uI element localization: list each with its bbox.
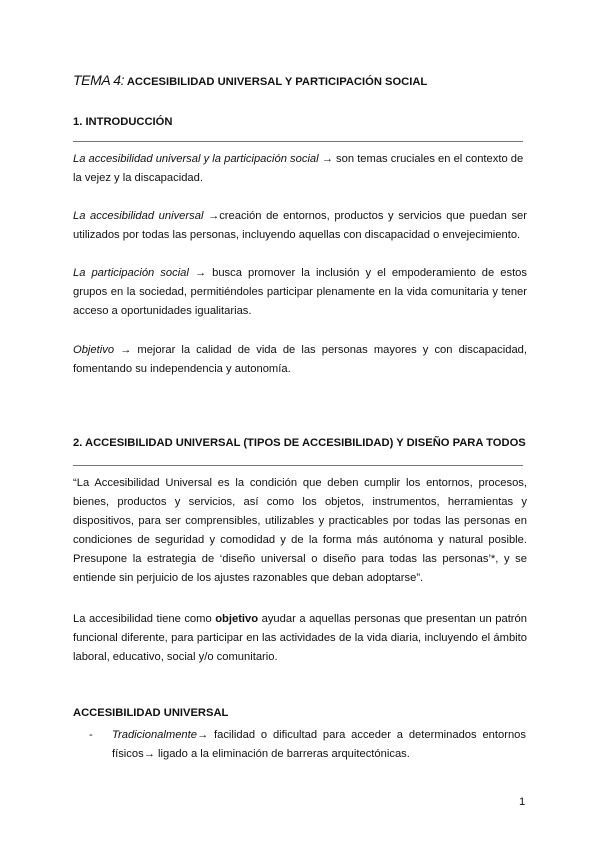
intro-paragraph-2-text: →creación de entornos, productos y servicios que puedan ser utilizados por todas las personas, incluyendo aquellas con discapacidad o envejecimiento. — [73, 210, 527, 241]
list-item — [90, 726, 526, 764]
section-heading-introduccion: 1. INTRODUCCIÓN — [73, 116, 173, 128]
definition-quote: “La Accesibilidad Universal es la condición que deben cumplir los entornos, procesos, bienes, productos y servicios, así como los objetos, instrumentos, herramientas y dispositivos, para ser comprensibles, utilizables y practicables por todas las personas en condiciones de seguridad y comodidad y de la forma más autónoma y natural posible. Presupone la estrategia de ‘diseño universal o diseño para todas las personas’*, y se entiende sin perjuicio de los ajustes razonables que deban adoptarse”. — [73, 477, 527, 584]
intro-paragraph-3-emphasis: La participación social — [73, 267, 189, 279]
intro-paragraph-4-emphasis: Objetivo — [73, 344, 115, 356]
intro-paragraph-3-text: → busca promover la inclusión y el empoderamiento de estos grupos en la sociedad, permitiéndoles participar plenamente en la vida comunitaria y tener acceso a oportunidades igualitarias. — [73, 267, 527, 317]
intro-paragraph-2 — [73, 207, 527, 245]
page-title — [73, 72, 427, 88]
intro-paragraph-1-text: → son temas cruciales en el contexto de la vejez y la discapacidad. — [73, 153, 524, 184]
section-divider — [73, 141, 523, 142]
list-dash: - — [89, 729, 93, 741]
objective-paragraph — [73, 610, 527, 667]
objective-paragraph-after: ayudar a aquellas personas que presentan un patrón funcional diferente, para participar en las actividades de la vida diaria, incluyendo el ámbito laboral, educativo, social y/o comunitario. — [73, 613, 527, 663]
list-item-emphasis: Tradicionalmente — [112, 729, 197, 741]
objective-keyword: objetivo — [215, 613, 259, 625]
intro-paragraph-4-text: → mejorar la calidad de vida de las personas mayores y con discapacidad, fomentando su independencia y autonomía. — [73, 344, 527, 375]
title-text: ACCESIBILIDAD UNIVERSAL Y PARTICIPACIÓN SOCIAL — [124, 76, 428, 88]
intro-paragraph-4 — [73, 341, 527, 379]
intro-paragraph-2-emphasis: La accesibilidad universal — [73, 210, 204, 222]
title-prefix: TEMA 4: — [73, 72, 125, 88]
objective-paragraph-before: La accesibilidad tiene como — [73, 613, 216, 625]
section-divider — [73, 465, 523, 466]
intro-paragraph-3 — [73, 264, 527, 321]
intro-paragraph-1-emphasis: La accesibilidad universal y la participación social — [73, 153, 319, 165]
list-item-text — [112, 726, 526, 764]
subheading-accesibilidad-universal: ACCESIBILIDAD UNIVERSAL — [73, 707, 229, 719]
section-heading-accesibilidad: 2. ACCESIBILIDAD UNIVERSAL (TIPOS DE ACCESIBILIDAD) Y DISEÑO PARA TODOS — [73, 437, 526, 449]
list-item-body: → facilidad o dificultad para acceder a determinados entornos físicos→ ligado a la eliminación de barreras arquitectónicas. — [112, 729, 526, 760]
page-number: 1 — [519, 796, 526, 808]
intro-paragraph-1 — [73, 150, 527, 188]
